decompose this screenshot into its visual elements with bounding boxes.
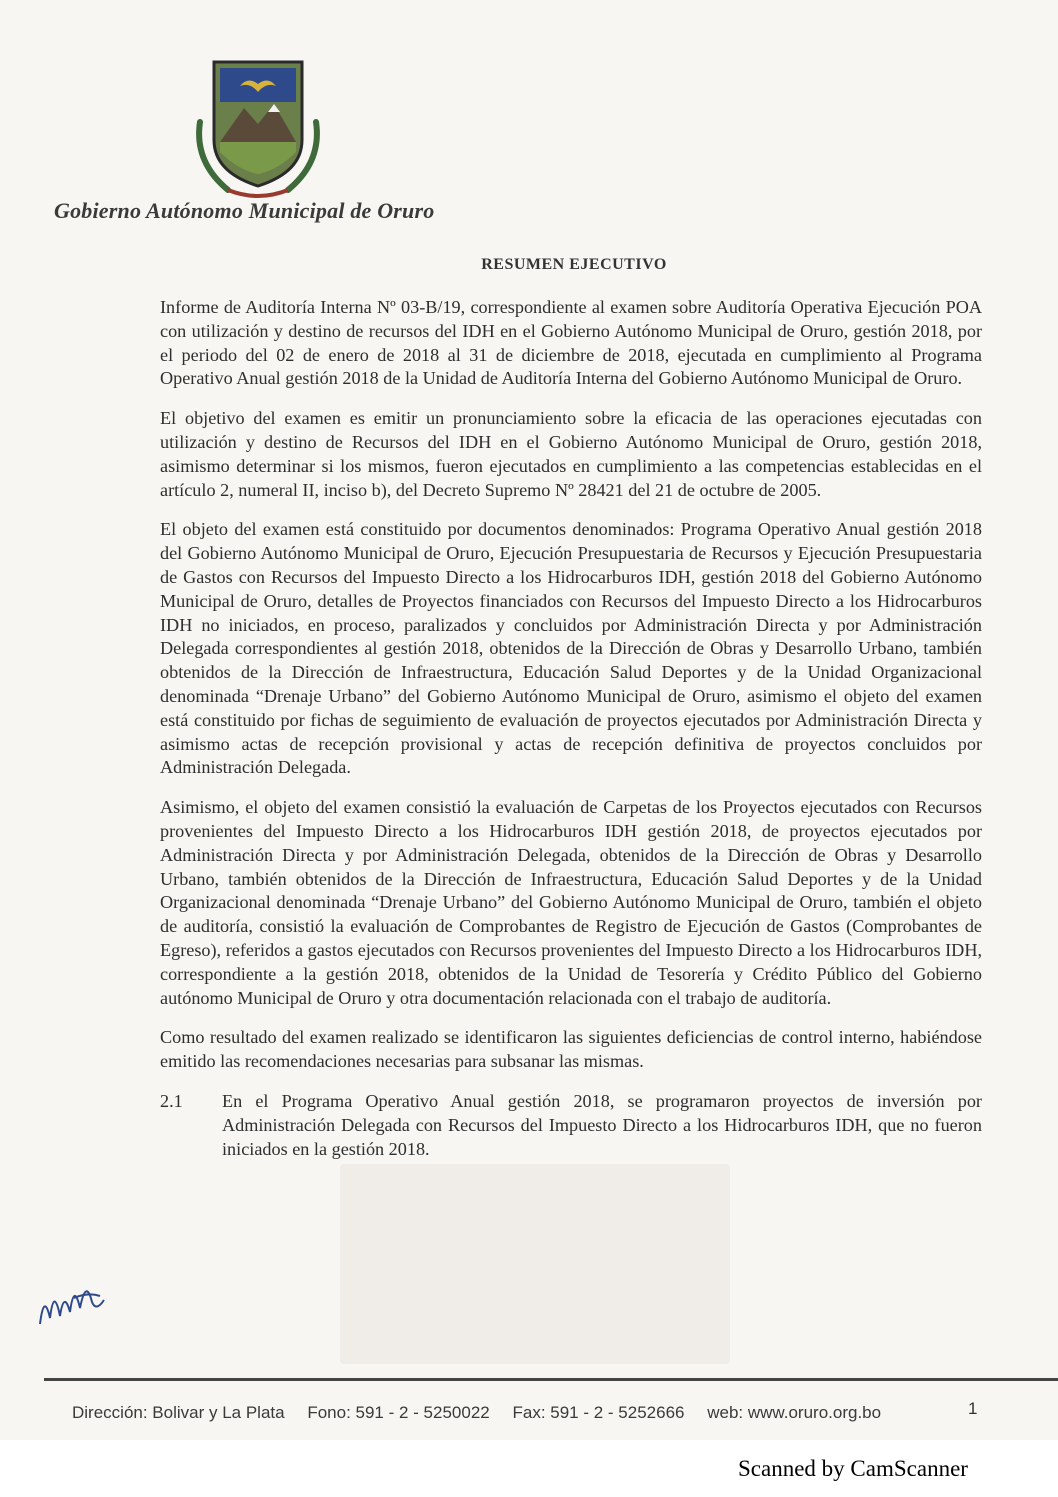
footer-phone: Fono: 591 - 2 - 5250022 [307,1403,490,1422]
document-title: RESUMEN EJECUTIVO [481,256,667,273]
paragraph: Informe de Auditoría Interna Nº 03-B/19, correspondiente al examen sobre Auditoría Operativa Ejecución POA con utilización y destino de recursos del IDH en el Gobierno Autónomo Municipal de Oruro, gestión 2018, por el periodo del 02 de enero de 2018 al 31 de diciembre de 2018, ejecutada en cumplimiento al Programa Operativo Anual gestión 2018 de la Unidad de Auditoría Interna del Gobierno Autónomo Municipal de Oruro. [160,297,982,389]
item-text: En el Programa Operativo Anual gestión 2018, se programaron proyectos de inversión por Administración Delegada con Recursos del Impuesto Directo a los Hidrocarburos IDH, que no fueron iniciados en la gestión 2018. [222,1090,982,1159]
page-footer [72,1403,1052,1423]
footer-fax: Fax: 591 - 2 - 5252666 [512,1403,685,1422]
scanner-watermark: Scanned by CamScanner [738,1456,968,1481]
municipal-coat-of-arms-icon [188,52,328,202]
footer-web: web: www.oruro.org.bo [707,1403,882,1422]
seal-watermark [340,1164,730,1364]
paragraph: El objetivo del examen es emitir un pronunciamiento sobre la eficacia de las operaciones ejecutadas con utilización y destino de Recursos del IDH en el Gobierno Autónomo Municipal de Oruro, gestión 2018, asimismo determinar si los mismos, fueron ejecutados en cumplimiento a las competencias establecidas en el artículo 2, numeral II, inciso b), del Decreto Supremo Nº 28421 del 21 de octubre de 2005. [160,408,982,500]
paragraph: Como resultado del examen realizado se identificaron las siguientes deficiencias de control interno, habiéndose emitido las recomendaciones necesarias para subsanar las mismas. [160,1027,982,1072]
handwritten-initials-icon [34,1272,112,1332]
organization-name: Gobierno Autónomo Municipal de Oruro [54,198,435,223]
paragraph: Asimismo, el objeto del examen consistió la evaluación de Carpetas de los Proyectos ejecutados con Recursos provenientes del Impuesto Directo a los Hidrocarburos IDH gestión 2018, de proyectos ejecutados por Administración Directa y por Administración Delegada, obtenidos de la Dirección de Obras y Desarrollo Urbano, también obtenidos de la Dirección de Infraestructura, Educación Salud Deportes y de la Unidad Organizacional denominada “Drenaje Urbano” del Gobierno Autónomo Municipal de Oruro, también el objeto de auditoría, consistió la evaluación de Comprobantes de Registro de Ejecución de Gastos (Comprobantes de Egreso), referidos a gastos ejecutados con Recursos provenientes del Impuesto Directo a los Hidrocarburos IDH, correspondiente a la gestión 2018, obtenidos de la Unidad de Tesorería y Crédito Público del Gobierno autónomo Municipal de Oruro y otra documentación relacionada con el trabajo de auditoría. [160,797,982,1008]
item-number: 2.1 [160,1090,183,1111]
paragraph: El objeto del examen está constituido por documentos denominados: Programa Operativo Anual gestión 2018 del Gobierno Autónomo Municipal de Oruro, Ejecución Presupuestaria de Recursos y Ejecución Presupuestaria de Gastos con Recursos del Impuesto Directo a los Hidrocarburos IDH, gestión 2018 del Gobierno Autónomo Municipal de Oruro, detalles de Proyectos financiados con Recursos del Impuesto Directo a los Hidrocarburos IDH no iniciados, en proceso, paralizados y concluidos por Administración Directa y por Administración Delegada correspondientes al gestión 2018, obtenidos de la Dirección de Obras y Desarrollo Urbano, también obtenidos de la Dirección de Infraestructura, Educación Salud Deportes y de la Unidad Organizacional denominada “Drenaje Urbano” del Gobierno Autónomo Municipal de Oruro, asimismo el objeto del examen está constituido por fichas de seguimiento de evaluación de proyectos ejecutados por Administración Directa y asimismo actas de recepción provisional y actas de recepción definitiva de proyectos concluidos por Administración Delegada. [160,519,982,778]
footer-divider [44,1378,1058,1381]
footer-address: Dirección: Bolivar y La Plata [72,1403,285,1422]
page-number: 1 [968,1399,978,1418]
document-body [160,296,982,1161]
numbered-item [160,1090,982,1161]
